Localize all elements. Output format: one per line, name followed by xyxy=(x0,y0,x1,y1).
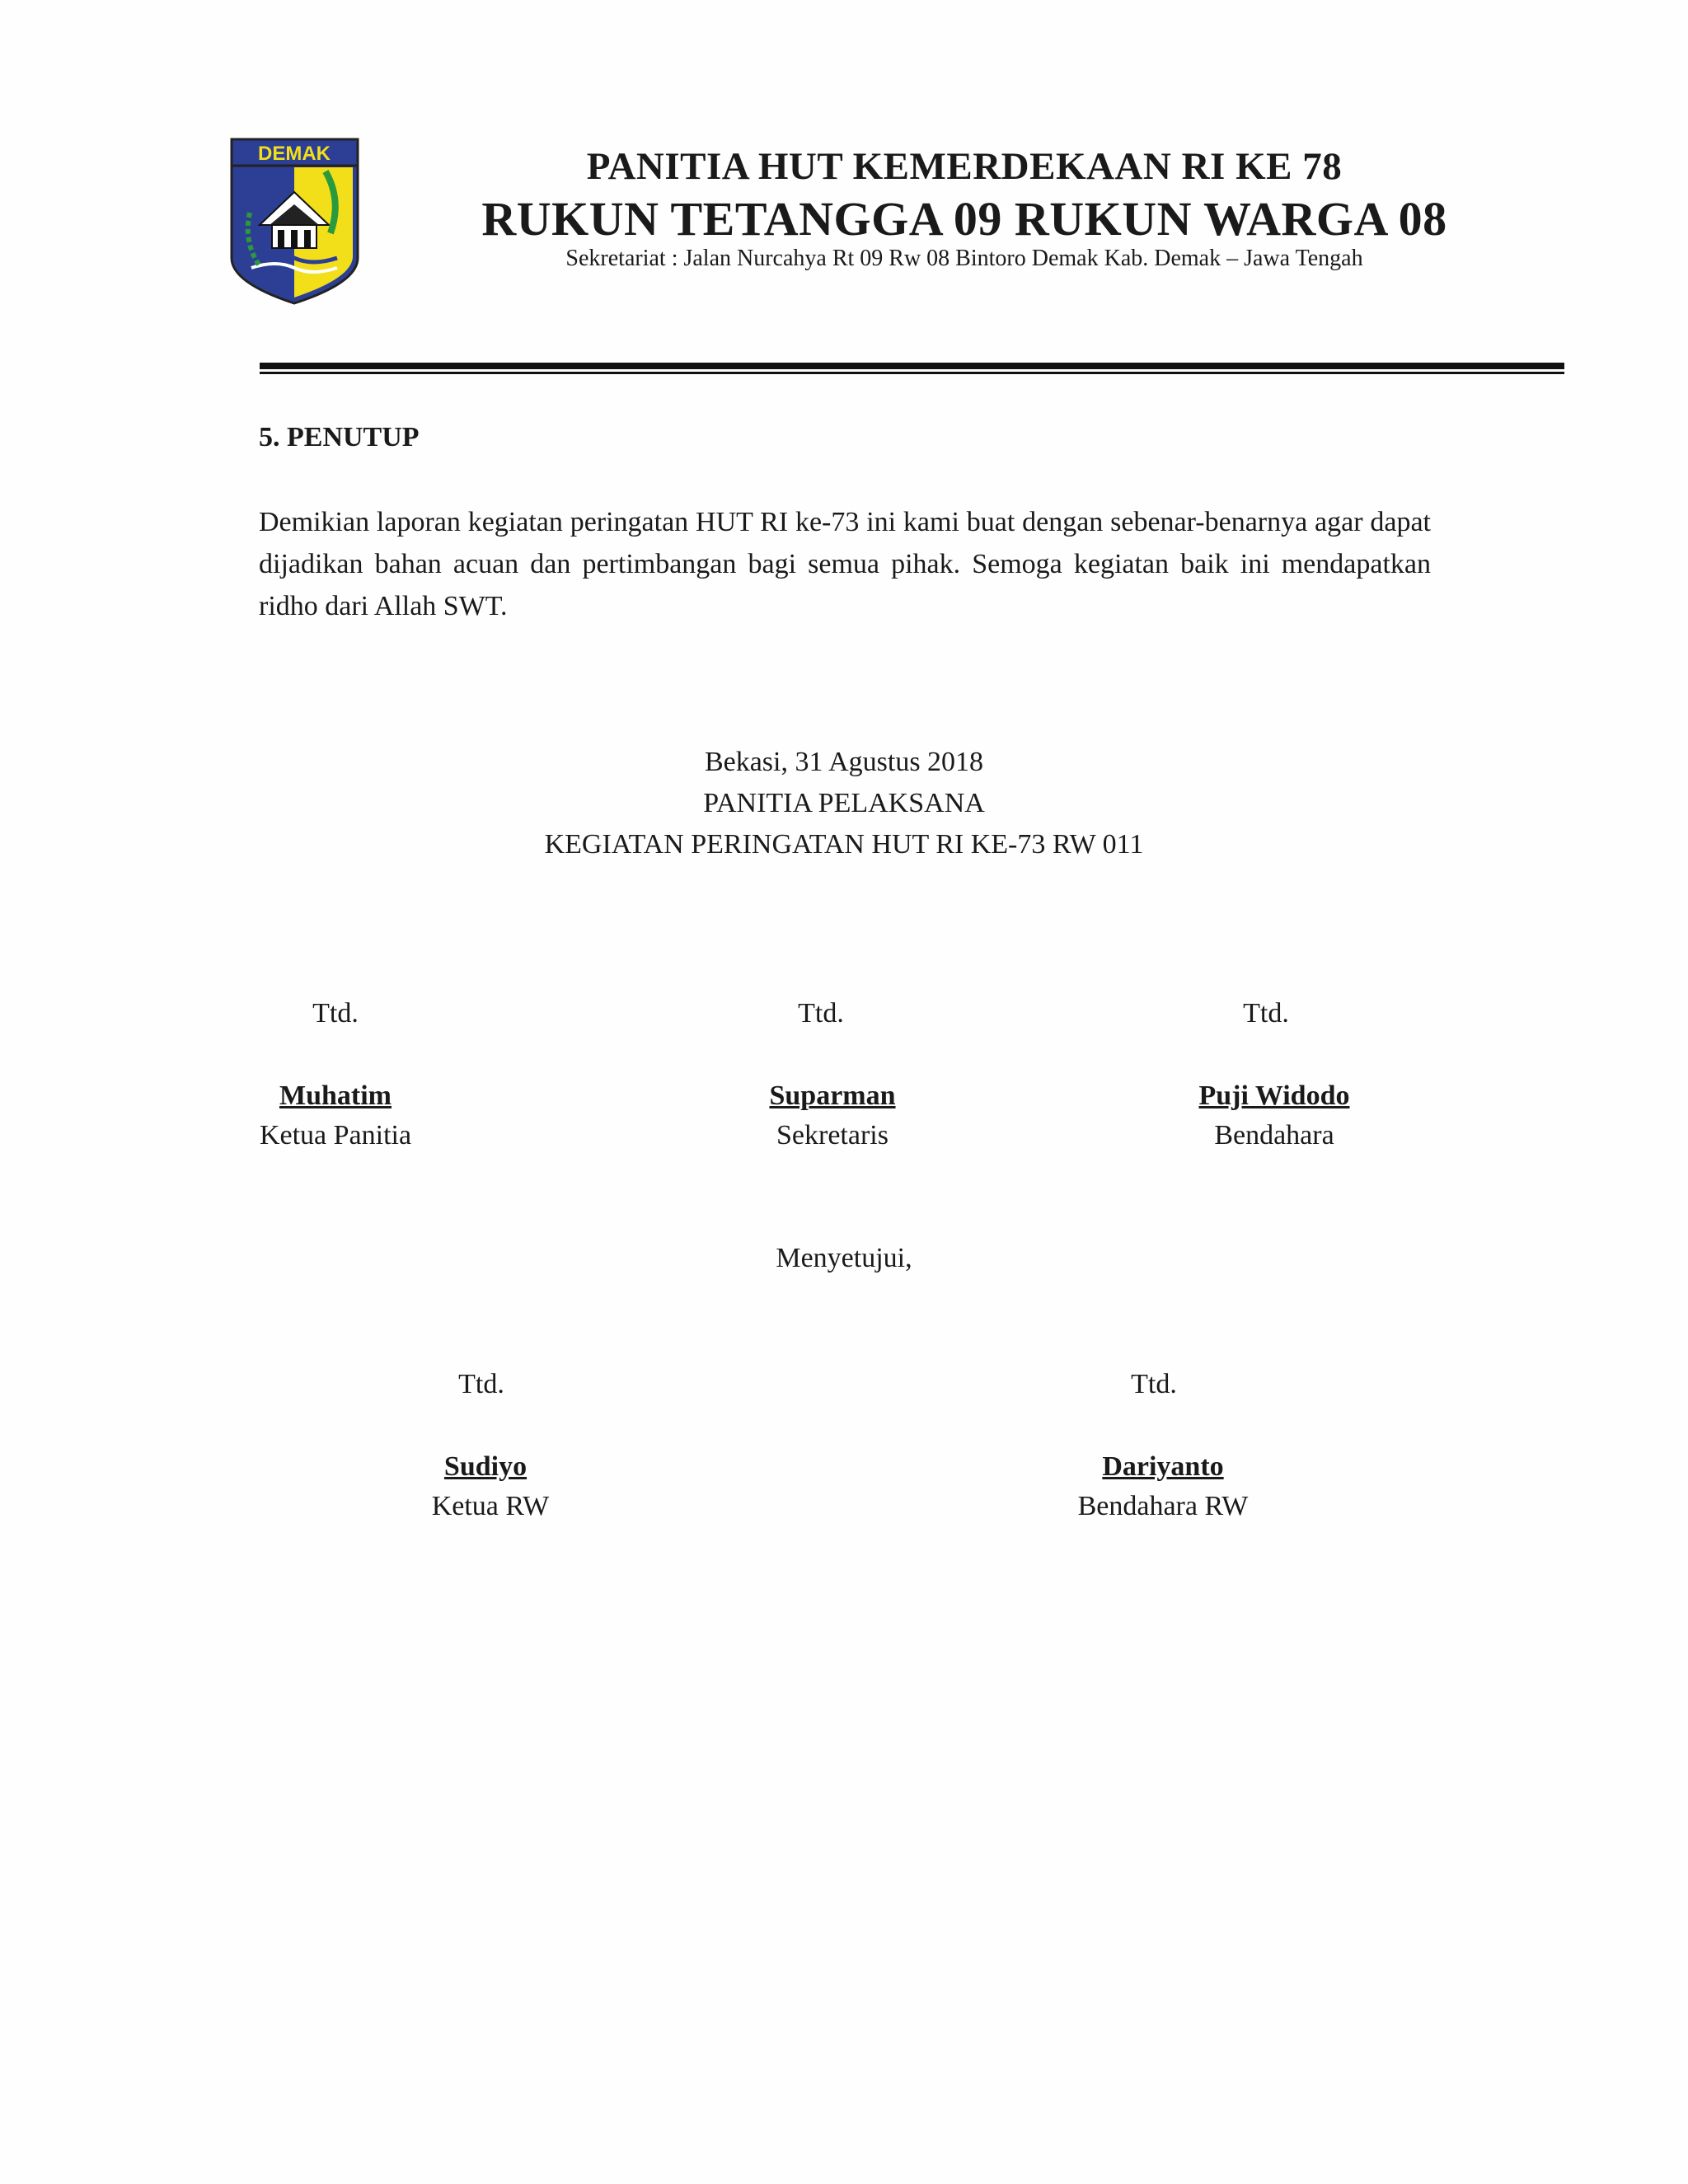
section-heading: 5. PENUTUP xyxy=(259,422,420,452)
signatory-name: Muhatim xyxy=(279,1080,392,1111)
place-date: Bekasi, 31 Agustus 2018 xyxy=(704,747,984,777)
signature-ttd: Ttd. xyxy=(1131,1369,1177,1399)
signatory-name: Sudiyo xyxy=(443,1451,528,1482)
signatory-name: Dariyanto xyxy=(1102,1451,1224,1482)
letterhead-address: Sekretariat : Jalan Nurcahya Rt 09 Rw 08 Bintoro Demak Kab. Demak – Jawa Tengah xyxy=(565,246,1363,271)
signatory-role: Ketua Panitia xyxy=(259,1120,412,1151)
signatory-role: Ketua RW xyxy=(431,1491,550,1521)
signature-block-chair xyxy=(125,994,554,1155)
closing-paragraph: Demikian laporan kegiatan peringatan HUT RI ke-73 ini kami buat dengan sebenar-benarnya agar dapat dijadikan bahan acuan dan pertimbangan bagi semua pihak. Semoga kegiatan baik ini mendapatkan ridho dari Allah SWT. xyxy=(259,507,1431,621)
letterhead-divider-thick xyxy=(260,363,1564,369)
signature-ttd: Ttd. xyxy=(458,1369,504,1399)
signature-ttd: Ttd. xyxy=(798,998,844,1029)
signature-block-rw-treasurer xyxy=(949,1365,1377,1526)
signature-block-treasurer xyxy=(1060,994,1489,1155)
committee-label: PANITIA PELAKSANA xyxy=(703,788,985,818)
signature-ttd: Ttd. xyxy=(312,998,359,1029)
signatory-name: Suparman xyxy=(769,1080,896,1111)
approval-label: Menyetujui, xyxy=(776,1243,912,1273)
signatory-role: Bendahara RW xyxy=(1077,1491,1249,1521)
letterhead-title: PANITIA HUT KEMERDEKAAN RI KE 78 xyxy=(586,145,1343,188)
event-label: KEGIATAN PERINGATAN HUT RI KE-73 RW 011 xyxy=(544,829,1144,860)
signature-block-rw-head xyxy=(276,1365,705,1526)
signatory-role: Sekretaris xyxy=(776,1120,889,1151)
letterhead-divider-thin xyxy=(260,372,1564,374)
signatory-name: Puji Widodo xyxy=(1198,1080,1350,1111)
signature-ttd: Ttd. xyxy=(1243,998,1289,1029)
svg-text:DEMAK: DEMAK xyxy=(258,143,331,165)
signatory-role: Bendahara xyxy=(1214,1120,1334,1151)
signature-block-secretary xyxy=(618,994,1047,1155)
demak-emblem-logo xyxy=(227,134,363,307)
letterhead-organization-name: RUKUN TETANGGA 09 RUKUN WARGA 08 xyxy=(481,192,1447,246)
